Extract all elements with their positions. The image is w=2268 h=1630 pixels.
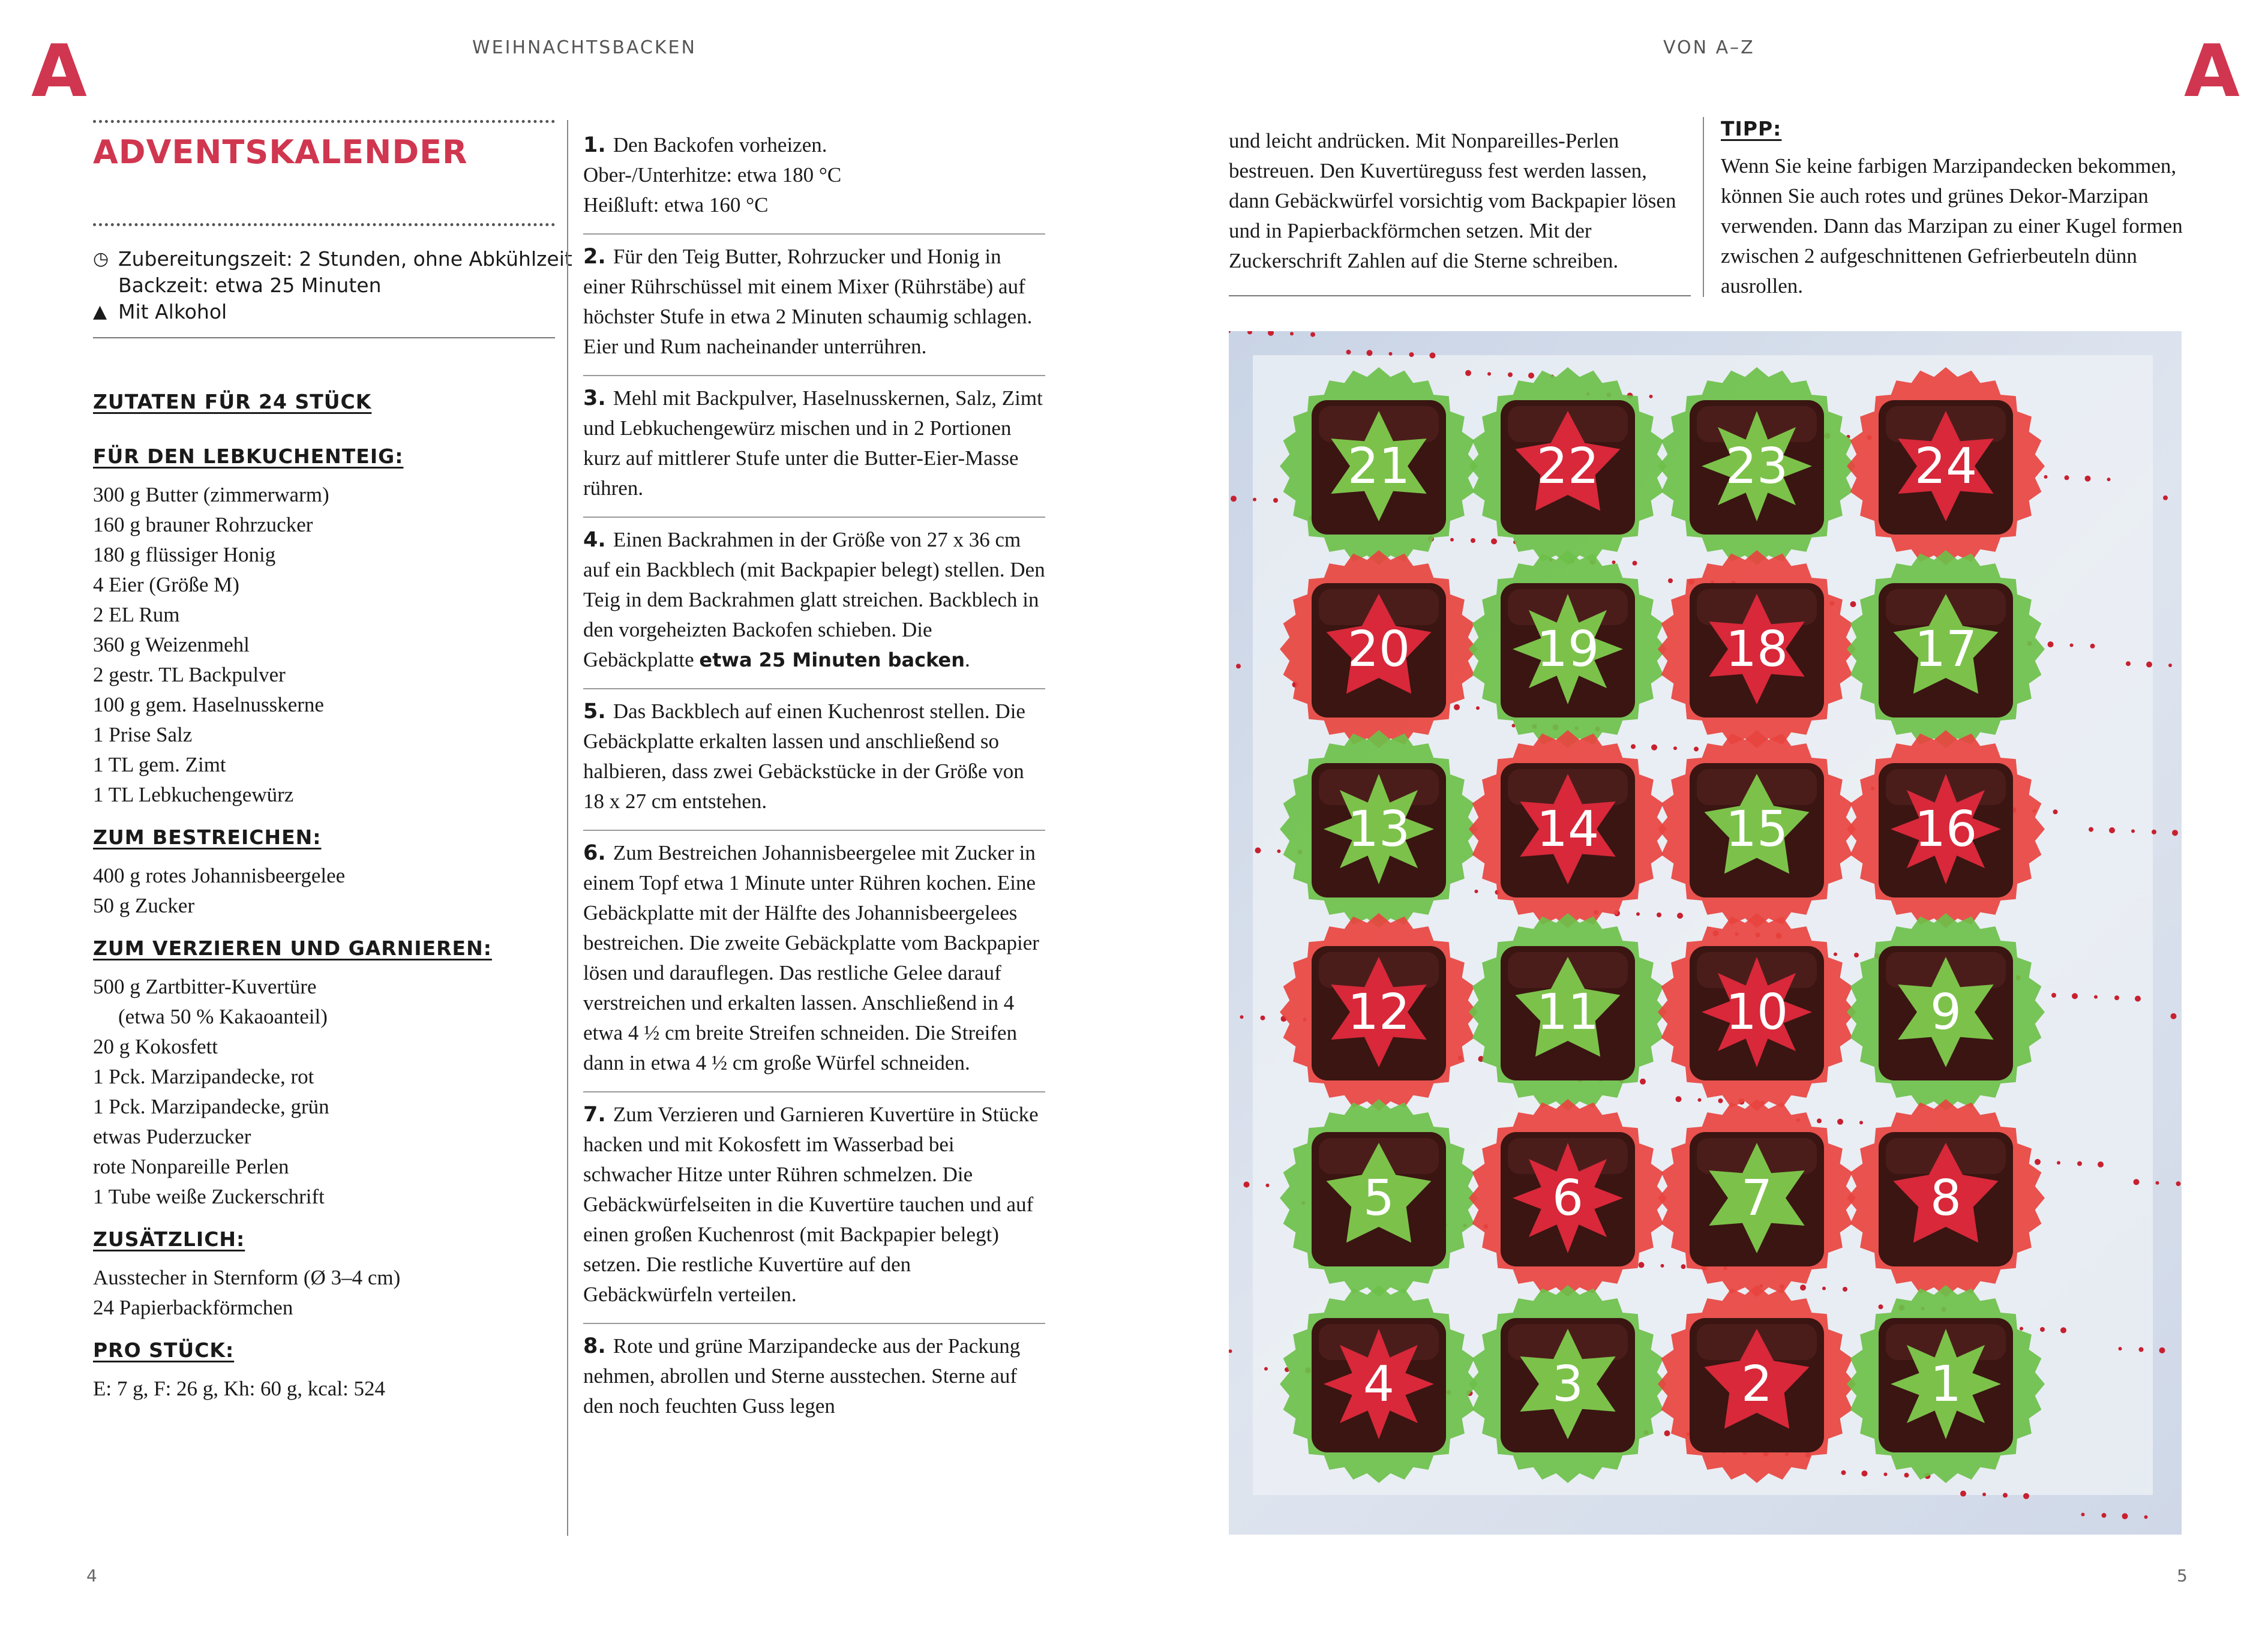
- recipe-meta: [93, 246, 572, 325]
- step-number: 7.: [583, 1103, 613, 1127]
- step-number: 8.: [583, 1334, 613, 1358]
- nonpareille-sprinkle: [1487, 372, 1491, 376]
- nonpareille-sprinkle: [1862, 1470, 1868, 1476]
- per-portion-heading: PRO STÜCK:: [93, 1338, 235, 1362]
- nonpareille-sprinkle: [1822, 1287, 1826, 1290]
- nonpareille-sprinkle: [2040, 1327, 2045, 1332]
- calendar-number: 12: [1347, 984, 1411, 1041]
- step-number: 5.: [583, 700, 613, 724]
- nonpareille-sprinkle: [1236, 664, 1241, 668]
- nonpareille-sprinkle: [1346, 350, 1351, 355]
- calendar-number: 9: [1930, 984, 1962, 1041]
- nonpareille-sprinkle: [1841, 1470, 1846, 1475]
- calendar-cake-3: [1469, 1285, 1667, 1483]
- calendar-cake-7: [1658, 1099, 1856, 1297]
- spread-list: [93, 861, 555, 921]
- nonpareille-sprinkle: [2072, 993, 2078, 999]
- nonpareille-sprinkle: [2048, 641, 2054, 647]
- nonpareille-sprinkle: [1636, 912, 1640, 916]
- nonpareille-sprinkle: [1651, 745, 1657, 751]
- recipe-title: ADVENTSKALENDER: [93, 133, 468, 171]
- nonpareille-sprinkle: [1676, 1096, 1682, 1102]
- step-1: [583, 123, 1045, 235]
- calendar-number: 7: [1741, 1170, 1773, 1227]
- nonpareille-sprinkle: [2070, 644, 2074, 647]
- calendar-number: 20: [1347, 621, 1411, 678]
- calendar-number: 17: [1914, 621, 1978, 678]
- calendar-cake-1: [1847, 1285, 2045, 1483]
- nonpareille-sprinkle: [1854, 953, 1859, 957]
- calendar-cake-10: [1658, 913, 1856, 1111]
- calendar-cake-18: [1658, 550, 1856, 748]
- step-number: 4.: [583, 528, 613, 552]
- ingredient-line: 500 g Zartbitter-Kuvertüre: [93, 975, 317, 998]
- nonpareille-sprinkle: [1664, 1430, 1670, 1436]
- bake-time: Backzeit: etwa 25 Minuten: [118, 274, 382, 297]
- nonpareille-sprinkle: [1528, 373, 1534, 379]
- ingredient-line: 300 g Butter (zimmerwarm): [93, 483, 329, 506]
- step-2: [583, 235, 1045, 376]
- nonpareille-sprinkle: [2163, 496, 2168, 500]
- nonpareille-sprinkle: [1633, 561, 1637, 566]
- calendar-number: 4: [1363, 1356, 1395, 1413]
- nonpareille-sprinkle: [1677, 912, 1683, 918]
- dough-list: [93, 480, 555, 810]
- calendar-cake-5: [1280, 1099, 1478, 1297]
- calendar-number: 11: [1536, 984, 1600, 1041]
- nonpareille-sprinkle: [1657, 912, 1661, 917]
- nonpareille-sprinkle: [2098, 1161, 2104, 1167]
- calendar-cake-11: [1469, 913, 1667, 1111]
- step-text: Einen Backrahmen in der Größe von 27 x 36 cm auf ein Backblech (mit Backpapier belegt) stellen. Den Teig in dem Backrahmen glatt streichen. Backblech in den vorgeheizten Backofen schieben. Die Gebäckplatte: [583, 528, 1045, 671]
- step-number: 6.: [583, 841, 613, 865]
- calendar-number: 16: [1914, 801, 1978, 858]
- nonpareille-sprinkle: [2172, 830, 2178, 836]
- advent-calendar-photo: [1229, 331, 2182, 1535]
- ingredient-line: 4 Eier (Größe M): [93, 573, 239, 596]
- dough-heading: FÜR DEN LEBKUCHENTEIG:: [93, 445, 404, 468]
- nonpareille-sprinkle: [1310, 332, 1315, 337]
- column-rule: [567, 120, 568, 1536]
- nonpareille-sprinkle: [1661, 1264, 1664, 1268]
- nonpareille-sprinkle: [2134, 1179, 2140, 1185]
- section-letter-left: A: [31, 30, 87, 113]
- step-7: [583, 1092, 1045, 1324]
- nonpareille-sprinkle: [2131, 829, 2135, 833]
- nonpareille-sprinkle: [1694, 747, 1699, 752]
- ingredient-line: etwas Puderzucker: [93, 1125, 251, 1148]
- nonpareille-sprinkle: [2126, 661, 2131, 666]
- step-number: 3.: [583, 386, 613, 410]
- calendar-number: 6: [1552, 1170, 1584, 1227]
- running-header-left: WEIHNACHTSBACKEN: [472, 37, 697, 58]
- nonpareille-sprinkle: [1268, 331, 1274, 336]
- nonpareille-sprinkle: [1389, 352, 1393, 356]
- calendar-number: 3: [1552, 1356, 1584, 1413]
- ingredient-line: 50 g Zucker: [93, 894, 195, 917]
- nonpareille-sprinkle: [1879, 1304, 1883, 1309]
- calendar-cake-19: [1469, 550, 1667, 748]
- step-text: Rote und grüne Marzipandecke aus der Packung nehmen, abrollen und Sterne ausstechen. Sterne auf den noch feuchten Guss legen: [583, 1334, 1021, 1418]
- nonpareille-sprinkle: [2060, 1327, 2066, 1333]
- ingredient-line: 1 TL gem. Zimt: [93, 753, 226, 776]
- nonpareille-sprinkle: [1639, 1262, 1645, 1268]
- nonpareille-sprinkle: [1255, 848, 1261, 854]
- meta-rule: [93, 337, 555, 338]
- nonpareille-sprinkle: [1229, 1349, 1232, 1353]
- title-rule-bottom: [93, 223, 555, 226]
- ingredient-line: rote Nonpareille Perlen: [93, 1155, 289, 1178]
- step-continuation: und leicht andrücken. Mit Nonpareilles-Perlen bestreuen. Den Kuvertüreguss fest werden lassen, dann Gebäckwürfel vorsichtig vom Backpapier lösen und in Papierbackförmchen setzen. Mit der Zuckerschrift Zahlen auf die Sterne schreiben.: [1229, 129, 1676, 272]
- continuation-rule: [1229, 295, 1691, 296]
- nonpareille-sprinkle: [2144, 1515, 2148, 1519]
- tip-text: Wenn Sie keine farbigen Marzipandecken bekommen, können Sie auch rotes und grünes Dekor-Marzipan verwenden. Dann das Marzipan zu einer Kugel formen zwischen 2 aufgeschnittenen Gefrierbeuteln dünn ausrollen.: [1721, 154, 2183, 298]
- step-8: [583, 1324, 1045, 1434]
- nonpareille-sprinkle: [2156, 1181, 2159, 1185]
- nonpareille-sprinkle: [2057, 1161, 2060, 1164]
- spread-heading: ZUM BESTREICHEN:: [93, 825, 322, 849]
- ingredient-line: 2 EL Rum: [93, 603, 180, 626]
- calendar-cake-13: [1280, 730, 1478, 928]
- nonpareille-sprinkle: [1698, 1098, 1702, 1102]
- nonpareille-sprinkle: [1290, 332, 1294, 335]
- nonpareille-sprinkle: [2122, 1513, 2128, 1519]
- step-bold-text: etwa 25 Minuten backen: [699, 649, 965, 671]
- calendar-cake-12: [1280, 913, 1478, 1111]
- calendar-cake-21: [1280, 367, 1478, 565]
- calendar-cake-22: [1469, 367, 1667, 565]
- calendar-cake-14: [1469, 730, 1667, 928]
- nonpareille-sprinkle: [2090, 644, 2095, 649]
- ingredient-line: 100 g gem. Haselnusskerne: [93, 693, 324, 716]
- nonpareille-sprinkle: [1450, 538, 1454, 542]
- tip-column-rule: [1703, 117, 1704, 297]
- ingredient-line: 400 g rotes Johannisbeergelee: [93, 864, 346, 887]
- nonpareille-sprinkle: [1681, 1264, 1686, 1269]
- calendar-cake-24: [1847, 367, 2045, 565]
- step-6: [583, 831, 1045, 1092]
- nonpareille-sprinkle: [2094, 995, 2098, 999]
- calendar-cake-9: [1847, 913, 2045, 1111]
- nonpareille-sprinkle: [1640, 1079, 1646, 1085]
- nonpareille-sprinkle: [2023, 1493, 2029, 1499]
- ingredient-line: 1 Tube weiße Zuckerschrift: [93, 1185, 325, 1208]
- nonpareille-sprinkle: [1508, 373, 1513, 377]
- nonpareille-sprinkle: [1649, 395, 1653, 398]
- extra-list: [93, 1263, 555, 1323]
- calendar-number: 19: [1536, 621, 1600, 678]
- nonpareille-sprinkle: [1850, 601, 1856, 607]
- step-text: Zum Bestreichen Johannisbeergelee mit Zucker in einem Topf etwa 1 Minute unter Rühren kochen. Eine Gebäckplatte mit der Hälfte des Johannisbeergelees bestreichen. Die zweite Gebäckplatte vom Backpapier lösen und darauflegen. Das restliche Gelee darauf verstreichen und erkalten lassen. Anschließend in 4 etwa 4 ½ cm breite Streifen schneiden. Die Streifen dann in etwa 4 ½ cm große Würfel schneiden.: [583, 841, 1039, 1074]
- calendar-number: 2: [1741, 1356, 1773, 1413]
- calendar-number: 10: [1725, 984, 1789, 1041]
- nonpareille-sprinkle: [1904, 1473, 1909, 1478]
- nonpareille-sprinkle: [2020, 1327, 2023, 1331]
- nonpareille-sprinkle: [1612, 560, 1616, 564]
- nonpareille-sprinkle: [2085, 476, 2091, 482]
- nonpareille-sprinkle: [1273, 498, 1278, 503]
- nonpareille-sprinkle: [2176, 1181, 2181, 1186]
- ingredients-section: [93, 390, 555, 1419]
- photo-illustration: [1229, 331, 2182, 1535]
- nonpareille-sprinkle: [2102, 1513, 2107, 1518]
- nonpareille-sprinkle: [1277, 849, 1281, 853]
- running-header-right: VON A–Z: [1663, 37, 1755, 58]
- nonpareille-sprinkle: [1837, 1119, 1843, 1125]
- nonpareille-sprinkle: [1859, 1121, 1863, 1124]
- page-number-left: 4: [86, 1566, 97, 1586]
- nonpareille-sprinkle: [1834, 953, 1837, 956]
- nonpareille-sprinkle: [1409, 352, 1414, 357]
- nonpareille-sprinkle: [2114, 995, 2119, 1000]
- step-line: Ober-/Unterhitze: etwa 180 °C: [583, 163, 842, 187]
- nonpareille-sprinkle: [1631, 744, 1636, 749]
- nonpareille-sprinkle: [2065, 475, 2069, 480]
- calendar-cake-8: [1847, 1099, 2045, 1297]
- step-text: Mehl mit Backpulver, Haselnusskernen, Salz, Zimt und Lebkuchengewürz mischen und in 2 Portionen kurz auf mittlerer Stufe unter die Butter-Eier-Masse rühren.: [583, 386, 1043, 500]
- ingredient-line: 20 g Kokosfett: [93, 1035, 218, 1058]
- nonpareille-sprinkle: [2152, 830, 2156, 834]
- calendar-cake-16: [1847, 730, 2045, 928]
- calendar-number: 8: [1930, 1170, 1962, 1227]
- nonpareille-sprinkle: [1491, 538, 1497, 544]
- nonpareille-sprinkle: [1465, 370, 1471, 376]
- nonpareille-sprinkle: [1253, 498, 1256, 502]
- nonpareille-sprinkle: [1843, 1287, 1847, 1292]
- nonpareille-sprinkle: [1817, 1118, 1822, 1123]
- calendar-number: 23: [1725, 438, 1789, 495]
- nonpareille-sprinkle: [1231, 496, 1237, 502]
- nonpareille-sprinkle: [2168, 664, 2172, 667]
- nonpareille-sprinkle: [2119, 1347, 2122, 1350]
- nonpareille-sprinkle: [2171, 1013, 2177, 1019]
- title-rule-top: [93, 120, 555, 123]
- calendar-number: 14: [1536, 801, 1600, 858]
- steps-column: [583, 123, 1045, 1434]
- ingredient-line: 160 g brauner Rohrzucker: [93, 513, 313, 536]
- nonpareille-sprinkle: [2107, 478, 2111, 481]
- decor-heading: ZUM VERZIEREN UND GARNIEREN:: [93, 936, 492, 960]
- nonpareille-sprinkle: [1471, 538, 1475, 543]
- nonpareille-sprinkle: [2139, 1347, 2144, 1352]
- nonpareille-sprinkle: [2146, 662, 2152, 668]
- ingredient-line: Ausstecher in Sternform (Ø 3–4 cm): [93, 1266, 401, 1289]
- tip-heading: TIPP:: [1721, 117, 1782, 140]
- step-text: Für den Teig Butter, Rohrzucker und Honig in einer Rührschüssel mit einem Mixer (Rührstäbe) auf höchster Stufe in etwa 2 Minuten schaumig schlagen. Eier und Rum nacheinander unterrühren.: [583, 245, 1033, 358]
- decor-list: [93, 972, 555, 1212]
- nonpareille-sprinkle: [1266, 1184, 1270, 1187]
- step-text: Das Backblech auf einen Kuchenrost stellen. Die Gebäckplatte erkalten lassen und anschließend so halbieren, dass zwei Gebäckstücke in der Größe von 18 x 27 cm entstehen.: [583, 700, 1025, 813]
- calendar-cake-2: [1658, 1285, 1856, 1483]
- prep-time: Zubereitungszeit: 2 Stunden, ohne Abkühlzeit: [118, 247, 572, 271]
- nonpareille-sprinkle: [2051, 993, 2056, 998]
- nonpareille-sprinkle: [1244, 1182, 1250, 1188]
- calendar-cake-20: [1280, 550, 1478, 748]
- nonpareille-sprinkle: [1430, 353, 1436, 359]
- nonpareille-sprinkle: [1229, 331, 1231, 333]
- clock-icon: ◷: [93, 248, 109, 269]
- nonpareille-sprinkle: [2003, 1493, 2008, 1497]
- section-letter-right: A: [2184, 30, 2240, 113]
- ingredient-line: 1 Pck. Marzipandecke, grün: [93, 1095, 329, 1118]
- nonpareille-sprinkle: [2135, 996, 2141, 1002]
- ingredient-line: 1 Prise Salz: [93, 723, 193, 746]
- alcohol-triangle-icon: ▲: [93, 301, 107, 322]
- calendar-number: 5: [1363, 1170, 1395, 1227]
- yield-heading: ZUTATEN FÜR 24 STÜCK: [93, 390, 372, 413]
- nonpareille-sprinkle: [2044, 475, 2048, 479]
- nonpareille-sprinkle: [2077, 1161, 2082, 1166]
- nonpareille-sprinkle: [2109, 827, 2115, 833]
- step-4: 4. Einen Backrahmen in der Größe von 27 x 36 cm auf ein Backblech (mit Backpapier belegt) stellen. Den Teig in dem Backrahmen glatt streichen. Backblech in den vorgeheizten Backofen schieben. Die Gebäckplatte etwa 25 Minuten backen.: [583, 518, 1045, 689]
- alcohol-note: Mit Alkohol: [118, 300, 227, 323]
- nonpareille-sprinkle: [1982, 1493, 1986, 1496]
- ingredient-line: 24 Papierbackförmchen: [93, 1296, 293, 1319]
- nonpareille-sprinkle: [1884, 1473, 1888, 1476]
- nonpareille-sprinkle: [1240, 1015, 1244, 1019]
- calendar-number: 22: [1536, 438, 1600, 495]
- ingredient-line: 360 g Weizenmehl: [93, 633, 250, 656]
- nonpareille-sprinkle: [1264, 1367, 1268, 1371]
- nonpareille-sprinkle: [1668, 578, 1673, 583]
- page-number-right: 5: [2177, 1566, 2188, 1586]
- ingredient-line: 1 TL Lebkuchengewürz: [93, 783, 294, 806]
- nonpareille-sprinkle: [1454, 704, 1460, 710]
- nonpareille-sprinkle: [1247, 331, 1252, 334]
- nonpareille-sprinkle: [1718, 1098, 1723, 1103]
- step-number: 1.: [583, 133, 613, 157]
- step-text: Zum Verzieren und Garnieren Kuvertüre in Stücke hacken und mit Kokosfett im Wasserbad bei schwacher Hitze unter Rühren schmelzen. Die Gebäckwürfelseiten in die Kuvertüre tauchen und auf einen großen Kuchenrost (mit Backpapier belegt) setzen. Die restliche Kuvertüre auf den Gebäckwürfeln verteilen.: [583, 1103, 1039, 1306]
- nonpareille-sprinkle: [2159, 1347, 2165, 1353]
- extra-heading: ZUSÄTZLICH:: [93, 1227, 245, 1251]
- calendar-number: 18: [1725, 621, 1789, 678]
- step-5: [583, 689, 1045, 831]
- calendar-cake-23: [1658, 367, 1856, 565]
- tip-box: [1721, 117, 2183, 301]
- nonpareille-sprinkle: [1475, 890, 1478, 893]
- nonpareille-sprinkle: [2053, 809, 2058, 814]
- calendar-cake-6: [1469, 1099, 1667, 1297]
- nonpareille-sprinkle: [2089, 827, 2093, 832]
- step-text: Den Backofen vorheizen.: [613, 133, 827, 157]
- calendar-cake-4: [1280, 1285, 1478, 1483]
- step-number: 2.: [583, 245, 613, 269]
- nonpareille-sprinkle: [1673, 746, 1677, 750]
- calendar-number: 1: [1930, 1356, 1962, 1413]
- calendar-cake-15: [1658, 730, 1856, 928]
- ingredient-line: (etwa 50 % Kakaoanteil): [118, 1005, 328, 1028]
- ingredient-line: 2 gestr. TL Backpulver: [93, 663, 286, 686]
- calendar-cake-17: [1847, 550, 2045, 748]
- calendar-number: 21: [1347, 438, 1411, 495]
- ingredient-line: 1 Pck. Marzipandecke, rot: [93, 1065, 314, 1088]
- nonpareille-sprinkle: [1476, 706, 1480, 710]
- step-line: Heißluft: etwa 160 °C: [583, 193, 769, 217]
- calendar-number: 15: [1725, 801, 1789, 858]
- nonpareille-sprinkle: [1367, 350, 1373, 356]
- nonpareille-sprinkle: [2035, 1159, 2041, 1165]
- step-3: [583, 376, 1045, 518]
- calendar-number: 13: [1347, 801, 1411, 858]
- calendar-number: 24: [1914, 438, 1978, 495]
- per-portion-values: E: 7 g, F: 26 g, Kh: 60 g, kcal: 524: [93, 1377, 386, 1400]
- nonpareille-sprinkle: [1800, 1284, 1806, 1290]
- nonpareille-sprinkle: [2081, 1513, 2085, 1517]
- ingredient-line: 180 g flüssiger Honig: [93, 543, 276, 566]
- nonpareille-sprinkle: [1261, 1016, 1265, 1020]
- nonpareille-sprinkle: [1960, 1491, 1966, 1497]
